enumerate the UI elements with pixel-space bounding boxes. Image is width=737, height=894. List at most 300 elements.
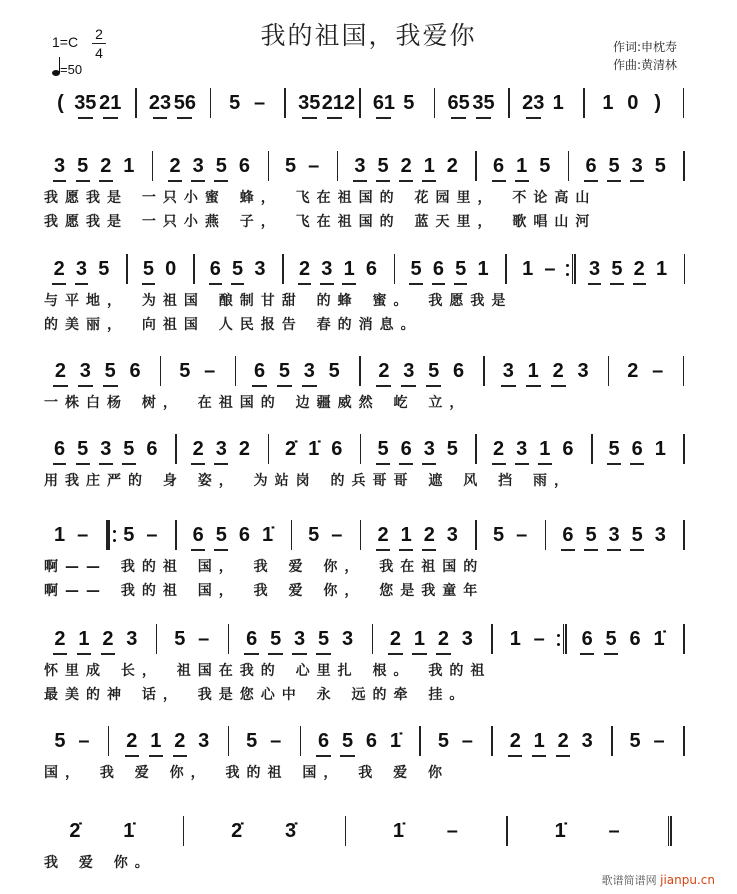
note: 2	[552, 360, 564, 382]
barline	[545, 520, 547, 550]
note: 2	[53, 258, 65, 280]
note: 5	[229, 92, 241, 114]
beam-underline	[99, 463, 113, 465]
note: 1̇	[389, 730, 401, 752]
note: 5	[608, 438, 620, 460]
beam-underline	[412, 653, 426, 655]
note: 2	[100, 155, 112, 177]
watermark	[602, 872, 715, 888]
beam-underline	[422, 549, 436, 551]
repeat-dot	[113, 539, 116, 542]
quarter-note-icon	[52, 70, 60, 76]
note: 5	[539, 155, 551, 177]
note: 2̇	[231, 820, 243, 842]
note: 5	[377, 438, 389, 460]
beam-underline	[551, 385, 566, 387]
barline	[360, 520, 362, 550]
lyric-row: 啊—— 我的祖 国， 我 爱 你， 您是我童年	[44, 583, 485, 599]
note: 5	[232, 258, 244, 280]
note: 5	[246, 730, 258, 752]
note: 2	[437, 628, 449, 650]
barline	[683, 624, 685, 654]
note: 1	[400, 524, 412, 546]
beam-underline	[99, 180, 113, 182]
key-signature: 1=C	[52, 34, 79, 50]
note: 1	[123, 155, 135, 177]
note: 0	[627, 92, 639, 114]
note: 5	[123, 438, 135, 460]
beam-underline	[432, 283, 445, 285]
note: 3	[75, 258, 87, 280]
beam-underline	[173, 755, 187, 757]
beam-underline	[526, 385, 541, 387]
note: 5	[285, 155, 297, 177]
note: –	[446, 820, 458, 842]
barline	[419, 726, 421, 756]
composer: 作曲:黄清林	[612, 58, 677, 72]
beam-underline	[422, 463, 436, 465]
beam-underline	[607, 463, 621, 465]
note: 5	[270, 628, 282, 650]
beam-underline	[588, 283, 601, 285]
note: 1	[552, 92, 564, 114]
barline	[152, 151, 154, 181]
note: 1	[654, 438, 666, 460]
note: 3	[654, 524, 666, 546]
beam-underline	[103, 117, 118, 119]
note: 1̇	[554, 820, 566, 842]
barline	[683, 434, 685, 464]
note: 6	[253, 360, 266, 382]
note: –	[544, 258, 556, 280]
note: 1	[53, 524, 66, 546]
barline	[291, 520, 293, 550]
beam-underline	[610, 283, 623, 285]
note: 3	[403, 360, 415, 382]
note: 6	[365, 730, 378, 752]
beam-underline	[454, 283, 467, 285]
note: 2	[633, 258, 645, 280]
note: 3	[581, 730, 593, 752]
beam-underline	[142, 283, 155, 285]
note: –	[653, 730, 665, 752]
beam-underline	[298, 283, 311, 285]
note: 5	[54, 730, 66, 752]
note: 3	[341, 628, 354, 650]
barline	[583, 88, 585, 118]
barline	[506, 816, 508, 846]
note: 5	[631, 524, 643, 546]
note: 5	[629, 730, 641, 752]
note: 5	[455, 258, 467, 280]
note: 2	[54, 360, 66, 382]
note: 6	[453, 360, 465, 382]
lyric-row: 我 爱 你。	[44, 855, 156, 871]
note: 2	[298, 258, 311, 280]
beam-underline	[399, 180, 413, 182]
barline	[568, 151, 570, 181]
note: 6	[581, 628, 593, 650]
beam-underline	[630, 180, 644, 182]
note: 2	[557, 730, 569, 752]
beam-underline	[214, 180, 228, 182]
lyric-row: 与平地， 为祖国 酿制甘甜 的蜂 蜜。 我愿我是	[44, 293, 513, 309]
watermark-en: jianpu.cn	[660, 873, 715, 887]
note: 6	[562, 438, 574, 460]
note: 2	[509, 730, 521, 752]
beam-underline	[340, 755, 354, 757]
note: 2	[126, 730, 138, 752]
beam-underline	[538, 463, 552, 465]
note: 2	[377, 524, 389, 546]
repeat-dot	[557, 634, 560, 637]
note: –	[308, 155, 320, 177]
barline	[683, 151, 685, 181]
barline	[611, 726, 613, 756]
beam-underline	[342, 283, 355, 285]
note: 23	[522, 92, 545, 114]
note: 5	[308, 524, 320, 546]
beam-underline	[492, 463, 506, 465]
note: 6	[562, 524, 574, 546]
note: 6	[585, 155, 597, 177]
note: 5	[123, 524, 135, 546]
note: 2	[169, 155, 181, 177]
note: –	[331, 524, 343, 546]
note: 2	[54, 628, 66, 650]
barline	[475, 151, 477, 181]
note: 3	[446, 524, 458, 546]
note: 35	[74, 92, 97, 114]
beam-underline	[376, 180, 390, 182]
beam-underline	[399, 463, 413, 465]
repeat-dot	[557, 643, 560, 646]
barline	[372, 624, 374, 654]
barline	[160, 356, 162, 386]
beam-underline	[53, 180, 67, 182]
note: 3	[502, 360, 514, 382]
note: 3	[100, 438, 112, 460]
note: 3	[321, 258, 333, 280]
note: 5	[278, 360, 290, 382]
note: 1	[602, 92, 614, 114]
note: 5	[410, 258, 422, 280]
note: 5	[605, 628, 617, 650]
note: 23	[148, 92, 172, 114]
note: 5	[446, 438, 458, 460]
beam-underline	[426, 385, 441, 387]
barline	[505, 254, 507, 284]
barline	[683, 356, 685, 386]
barline	[126, 254, 128, 284]
note: 212	[321, 92, 356, 114]
beam-underline	[633, 283, 646, 285]
beam-underline	[492, 180, 506, 182]
barline	[491, 726, 493, 756]
note: 5	[215, 524, 227, 546]
beam-underline	[515, 463, 529, 465]
lyric-row: 的美丽， 向祖国 人民报告 春的消息。	[44, 317, 422, 333]
note: 5	[104, 360, 116, 382]
beam-underline	[177, 117, 192, 119]
barline	[668, 816, 672, 846]
note: 5	[493, 524, 505, 546]
note: 3	[423, 438, 435, 460]
note: 3	[303, 360, 315, 382]
note: 1̇	[653, 628, 665, 650]
beam-underline	[153, 117, 168, 119]
credits	[613, 38, 677, 74]
barline	[268, 434, 270, 464]
lyric-row: 用我庄严的 身 姿， 为站岗 的兵哥哥 遮 风 挡 雨，	[44, 473, 575, 489]
note: 1̇	[123, 820, 135, 842]
note: 5	[77, 438, 89, 460]
lyric-row: 一株白杨 树， 在祖国的 边疆威然 屹 立，	[44, 395, 471, 411]
barline	[156, 624, 158, 654]
beam-underline	[436, 653, 450, 655]
time-signature-bottom: 4	[95, 45, 103, 61]
barline	[175, 434, 177, 464]
lyric-row: 啊—— 我的祖 国， 我 爱 你， 我在祖国的	[44, 559, 485, 575]
note: –	[533, 628, 545, 650]
note: 61	[372, 92, 396, 114]
barline	[210, 88, 212, 118]
note: 6	[432, 258, 444, 280]
time-signature	[92, 26, 106, 61]
barline	[268, 151, 270, 181]
note: 35	[298, 92, 321, 114]
beam-underline	[401, 385, 416, 387]
beam-underline	[630, 463, 644, 465]
barline	[183, 816, 185, 846]
barline	[284, 88, 286, 118]
note: 1̇	[308, 438, 320, 460]
beam-underline	[451, 117, 466, 119]
note: 21	[99, 92, 122, 114]
beam-underline	[604, 653, 618, 655]
note: 2	[378, 360, 390, 382]
note: 6	[317, 730, 330, 752]
beam-underline	[125, 755, 139, 757]
beam-underline	[501, 385, 516, 387]
note: 65	[447, 92, 470, 114]
note: 6	[365, 258, 378, 280]
note: 3	[198, 730, 210, 752]
note: 1	[509, 628, 521, 650]
beam-underline	[526, 117, 541, 119]
beam-underline	[191, 463, 205, 465]
beam-underline	[101, 653, 115, 655]
beam-underline	[422, 180, 436, 182]
note: 3	[589, 258, 601, 280]
note: 2	[174, 730, 186, 752]
barline	[475, 434, 477, 464]
note: 5	[654, 155, 666, 177]
note: 1	[78, 628, 90, 650]
beam-underline	[277, 385, 292, 387]
note: 2	[192, 438, 204, 460]
note: (	[57, 92, 64, 114]
note: 2	[446, 155, 458, 177]
barline	[108, 726, 110, 756]
note: 3	[126, 628, 138, 650]
barline	[359, 88, 361, 118]
note: 2	[627, 360, 639, 382]
beam-underline	[607, 180, 621, 182]
note: 1̇	[392, 820, 405, 842]
note: 3	[53, 155, 66, 177]
note: 6	[238, 524, 250, 546]
time-signature-bar	[92, 43, 106, 44]
beam-underline	[316, 653, 330, 655]
barline	[282, 254, 284, 284]
note: 5	[403, 92, 415, 114]
beam-underline	[77, 653, 91, 655]
note: 1	[522, 258, 534, 280]
note: 35	[472, 92, 495, 114]
barline	[508, 88, 510, 118]
beam-underline	[376, 385, 391, 387]
beam-underline	[376, 549, 390, 551]
beam-underline	[214, 463, 228, 465]
beam-underline	[78, 385, 93, 387]
note: 6	[192, 524, 204, 546]
lyricist: 作词:申枕寿	[612, 40, 677, 54]
barline	[106, 520, 110, 550]
note: 1	[516, 155, 528, 177]
barline	[359, 356, 361, 386]
beam-underline	[320, 283, 333, 285]
time-signature-top: 2	[95, 26, 103, 42]
note: –	[253, 92, 266, 114]
barline	[193, 254, 195, 284]
lyric-row: 我愿我是 一只小蜜 蜂， 飞在祖国的 花园里， 不论高山	[44, 190, 597, 206]
beam-underline	[327, 117, 342, 119]
note: 5	[608, 155, 620, 177]
beam-underline	[376, 117, 391, 119]
note: )	[654, 92, 661, 114]
note: 6	[400, 438, 412, 460]
note: 1	[539, 438, 551, 460]
barline	[684, 254, 686, 284]
note: 5	[328, 360, 340, 382]
beam-underline	[376, 463, 390, 465]
beam-underline	[53, 653, 67, 655]
note: 6	[209, 258, 221, 280]
note: 1	[477, 258, 489, 280]
beam-underline	[353, 180, 367, 182]
note: 6	[129, 360, 141, 382]
note: 5	[585, 524, 597, 546]
note: –	[270, 730, 282, 752]
beam-underline	[53, 463, 67, 465]
note: 2	[400, 155, 412, 177]
tempo-value: =50	[60, 62, 83, 77]
note: 5	[428, 360, 440, 382]
beam-underline	[292, 653, 306, 655]
note: 3	[215, 438, 227, 460]
beam-underline	[388, 653, 402, 655]
beam-underline	[75, 283, 88, 285]
note: –	[78, 730, 90, 752]
note: 5	[611, 258, 623, 280]
note: 2	[102, 628, 114, 650]
beam-underline	[409, 283, 422, 285]
beam-underline	[76, 463, 90, 465]
note: 1	[150, 730, 162, 752]
note: 3	[79, 360, 91, 382]
barline	[483, 356, 485, 386]
lyric-row: 怀里成 长， 祖国在我的 心里扎 根。 我的祖	[44, 663, 492, 679]
barline	[300, 726, 302, 756]
note: 6	[146, 438, 158, 460]
barline	[572, 254, 576, 284]
beam-underline	[244, 653, 258, 655]
beam-underline	[584, 180, 598, 182]
barline	[491, 624, 493, 654]
barline	[683, 520, 685, 550]
note: 1	[423, 155, 435, 177]
barline	[228, 624, 230, 654]
note: 5	[98, 258, 110, 280]
beam-underline	[76, 180, 90, 182]
beam-underline	[231, 283, 244, 285]
note: 5	[77, 155, 89, 177]
barline	[337, 151, 339, 181]
barline	[683, 726, 685, 756]
note: –	[461, 730, 473, 752]
beam-underline	[584, 549, 598, 551]
note: 3	[516, 438, 528, 460]
barline	[345, 816, 347, 846]
song-title: 我的祖国，我爱你	[260, 21, 477, 50]
beam-underline	[191, 180, 205, 182]
lyric-row: 最美的神 话， 我是您心中 永 远的牵 挂。	[44, 687, 471, 703]
beam-underline	[630, 549, 644, 551]
note: 6	[631, 438, 643, 460]
note: 5	[179, 360, 191, 382]
beam-underline	[532, 755, 546, 757]
note: 5	[174, 628, 186, 650]
barline	[135, 88, 137, 118]
beam-underline	[316, 755, 330, 757]
barline	[434, 88, 436, 118]
note: 6	[53, 438, 66, 460]
beam-underline	[53, 385, 68, 387]
note: 3	[461, 628, 473, 650]
barline	[175, 520, 177, 550]
note: 2̇	[285, 438, 297, 460]
lyric-row: 国， 我 爱 你， 我的祖 国， 我 爱 你	[44, 765, 449, 781]
beam-underline	[561, 549, 575, 551]
note: 3̇	[285, 820, 297, 842]
note: 5	[215, 155, 227, 177]
note: 6	[493, 155, 505, 177]
barline	[235, 356, 237, 386]
beam-underline	[214, 549, 228, 551]
note: 2	[423, 524, 435, 546]
beam-underline	[508, 755, 522, 757]
beam-underline	[268, 653, 282, 655]
note: 5	[317, 628, 330, 650]
beam-underline	[209, 283, 222, 285]
note: 6	[238, 155, 250, 177]
beam-underline	[302, 117, 317, 119]
watermark-cn: 歌谱简谱网	[601, 874, 657, 887]
note: 56	[173, 92, 196, 114]
beam-underline	[580, 653, 594, 655]
barline	[394, 254, 396, 284]
